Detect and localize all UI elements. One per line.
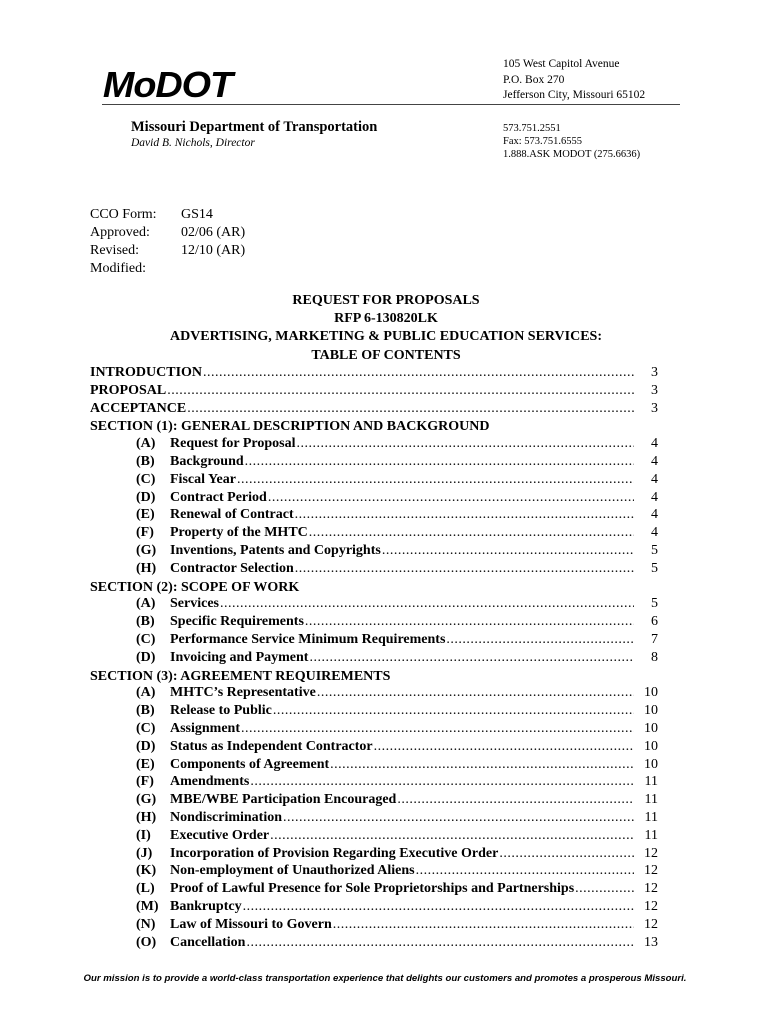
toc-entry-letter: (B) — [136, 453, 155, 469]
toc-page-number: 10 — [644, 703, 658, 719]
toc-entry[interactable] — [90, 632, 658, 650]
toc-dot-leader — [273, 703, 634, 719]
toc-entry[interactable] — [90, 899, 658, 917]
toc-dot-leader — [309, 525, 634, 541]
toc-entry-letter: (C) — [136, 631, 156, 647]
toc-page-number: 12 — [644, 916, 658, 932]
table-of-contents — [90, 365, 658, 952]
toc-entry-letter: (O) — [136, 934, 157, 950]
toc-entry-title: Contractor Selection — [170, 560, 294, 576]
toc-entry[interactable] — [90, 810, 658, 828]
toc-entry[interactable] — [90, 436, 658, 454]
toc-dot-leader — [250, 774, 634, 790]
toc-entry-letter: (D) — [136, 649, 156, 665]
toc-dot-leader — [295, 507, 634, 523]
toc-entry-letter: (N) — [136, 916, 156, 932]
document-title: REQUEST FOR PROPOSALS — [292, 293, 480, 308]
toc-entry-title: Property of the MHTC — [170, 525, 308, 541]
toc-entry-title: Services — [170, 596, 219, 612]
toc-entry[interactable] — [90, 472, 658, 490]
toc-entry-letter: (A) — [136, 436, 156, 452]
toll-free-number: 1.888.ASK MODOT (275.6636) — [503, 149, 641, 160]
toc-entry[interactable] — [90, 917, 658, 935]
toc-entry-title: Incorporation of Provision Regarding Executive Order — [170, 845, 499, 861]
form-info-row — [90, 242, 245, 260]
toc-entry[interactable] — [90, 596, 658, 614]
toc-page-number: 6 — [651, 614, 658, 630]
toc-entry[interactable] — [90, 614, 658, 632]
toc-page-number: 11 — [644, 774, 658, 790]
toc-entry-title: Background — [170, 453, 244, 469]
toc-entry-letter: (H) — [136, 809, 157, 825]
toc-entry-letter: (F) — [136, 525, 154, 541]
toc-entry-title: Components of Agreement — [170, 756, 330, 772]
toc-entry[interactable] — [90, 454, 658, 472]
toc-dot-leader — [330, 757, 634, 773]
header-divider — [102, 104, 680, 105]
toc-page-number: 11 — [644, 827, 658, 843]
toc-entry-title: PROPOSAL — [90, 382, 167, 398]
toc-dot-leader — [305, 614, 634, 630]
toc-page-number: 4 — [651, 507, 658, 523]
toc-page-number: 4 — [651, 471, 658, 487]
toc-dot-leader — [268, 490, 634, 506]
toc-page-number: 3 — [651, 400, 658, 416]
toc-entry[interactable] — [90, 401, 658, 419]
phone-number: 573.751.2551 — [503, 123, 561, 134]
toc-dot-leader — [220, 596, 634, 612]
toc-entry-letter: (G) — [136, 792, 157, 808]
toc-entry-title: MBE/WBE Participation Encouraged — [170, 792, 397, 808]
form-info — [90, 206, 245, 278]
toc-dot-leader — [374, 739, 634, 755]
address-line: Jefferson City, Missouri 65102 — [503, 89, 646, 101]
form-info-label: Approved: — [90, 225, 150, 240]
toc-dot-leader — [246, 935, 634, 951]
toc-entry-letter: (B) — [136, 703, 155, 719]
toc-entry-title: Renewal of Contract — [170, 507, 294, 523]
modot-logo: MoDOT — [102, 64, 233, 105]
toc-entry-letter: (A) — [136, 685, 156, 701]
toc-entry[interactable] — [90, 935, 658, 953]
toc-entry[interactable] — [90, 739, 658, 757]
toc-page-number: 12 — [644, 863, 658, 879]
toc-section-heading[interactable]: SECTION (1): GENERAL DESCRIPTION AND BACKGROUND — [90, 419, 490, 435]
toc-page-number: 5 — [651, 560, 658, 576]
toc-entry-title: Nondiscrimination — [170, 809, 283, 825]
toc-entry-letter: (E) — [136, 756, 155, 772]
form-info-value: 12/10 (AR) — [181, 243, 246, 258]
toc-page-number: 13 — [644, 934, 658, 950]
toc-page-number: 10 — [644, 738, 658, 754]
toc-entry[interactable] — [90, 828, 658, 846]
toc-entry-letter: (M) — [136, 898, 159, 914]
toc-entry-title: Non-employment of Unauthorized Aliens — [170, 863, 415, 879]
toc-page-number: 7 — [651, 631, 658, 647]
mailing-address — [503, 57, 645, 104]
toc-entry-title: Status as Independent Contractor — [170, 738, 373, 754]
toc-dot-leader — [575, 881, 634, 897]
toc-title: TABLE OF CONTENTS — [311, 347, 461, 363]
toc-entry[interactable] — [90, 774, 658, 792]
toc-entry[interactable] — [90, 561, 658, 579]
toc-dot-leader — [245, 454, 634, 470]
toc-entry-title: INTRODUCTION — [90, 365, 203, 380]
toc-page-number: 12 — [644, 881, 658, 897]
toc-entry[interactable] — [90, 383, 658, 401]
toc-dot-leader — [317, 685, 634, 701]
toc-entry-letter: (A) — [136, 596, 156, 612]
toc-entry-letter: (J) — [136, 845, 153, 861]
toc-entry-title: Law of Missouri to Govern — [170, 916, 332, 932]
toc-page-number: 5 — [651, 542, 658, 558]
toc-dot-leader — [237, 472, 634, 488]
toc-entry[interactable] — [90, 846, 658, 864]
toc-dot-leader — [309, 650, 634, 666]
form-info-value: 02/06 (AR) — [181, 225, 246, 240]
toc-entry[interactable] — [90, 685, 658, 703]
toc-section-heading[interactable]: SECTION (2): SCOPE OF WORK — [90, 579, 300, 595]
toc-entry-letter: (D) — [136, 738, 156, 754]
toc-entry-title: Inventions, Patents and Copyrights — [170, 542, 381, 558]
mission-statement: Our mission is to provide a world-class transportation experience that delights our customers and promotes a prosperous Missouri. — [83, 973, 687, 984]
toc-entry-title: Contract Period — [170, 489, 267, 505]
form-info-row — [90, 224, 245, 242]
toc-entry-letter: (K) — [136, 863, 157, 879]
toc-entry-title: Specific Requirements — [170, 614, 304, 630]
form-info-row — [90, 260, 245, 278]
document-subject: ADVERTISING, MARKETING & PUBLIC EDUCATION SERVICES: — [169, 329, 603, 345]
toc-entry-title: Release to Public — [170, 703, 272, 719]
toc-dot-leader — [397, 792, 634, 808]
toc-page-number: 3 — [651, 382, 658, 398]
toc-entry[interactable] — [90, 490, 658, 508]
toc-entry-letter: (F) — [136, 774, 154, 790]
toc-entry-letter: (C) — [136, 720, 156, 736]
toc-entry-title: MHTC’s Representative — [170, 685, 316, 701]
toc-entry-letter: (B) — [136, 614, 155, 630]
toc-dot-leader — [203, 365, 634, 381]
toc-page-number: 10 — [644, 720, 658, 736]
toc-entry-letter: (E) — [136, 507, 155, 523]
toc-page-number: 11 — [644, 809, 658, 825]
toc-dot-leader — [270, 828, 634, 844]
toc-entry[interactable] — [90, 525, 658, 543]
toc-page-number: 10 — [644, 685, 658, 701]
form-info-value: GS14 — [181, 207, 213, 222]
toc-entry-letter: (H) — [136, 560, 157, 576]
toc-page-number: 11 — [644, 792, 658, 808]
toc-entry-letter: (D) — [136, 489, 156, 505]
toc-entry-letter: (C) — [136, 471, 156, 487]
document-titles — [90, 292, 682, 365]
toc-entry[interactable] — [90, 863, 658, 881]
toc-entry[interactable] — [90, 650, 658, 668]
toc-entry-title: Performance Service Minimum Requirements — [170, 631, 446, 647]
toc-entry[interactable] — [90, 881, 658, 899]
toc-entry[interactable] — [90, 365, 658, 383]
toc-entry[interactable] — [90, 703, 658, 721]
toc-entry-letter: (I) — [136, 827, 151, 843]
toc-entry[interactable] — [90, 543, 658, 561]
toc-entry-title: Fiscal Year — [170, 471, 236, 487]
toc-entry-letter: (G) — [136, 542, 157, 558]
toc-dot-leader — [382, 543, 634, 559]
toc-dot-leader — [167, 383, 634, 399]
toc-dot-leader — [416, 863, 634, 879]
toc-entry-title: Request for Proposal — [170, 436, 296, 452]
toc-page-number: 10 — [644, 756, 658, 772]
toc-entry[interactable] — [90, 507, 658, 525]
rfp-number: RFP 6-130820LK — [334, 311, 438, 327]
director-name: David B. Nichols, Director — [131, 137, 255, 149]
toc-page-number: 12 — [644, 845, 658, 861]
toc-entry-title: Amendments — [170, 774, 250, 790]
toc-page-number: 5 — [651, 596, 658, 612]
toc-dot-leader — [333, 917, 634, 933]
toc-section-heading[interactable]: SECTION (3): AGREEMENT REQUIREMENTS — [90, 668, 391, 684]
toc-dot-leader — [241, 721, 634, 737]
address-line: 105 West Capitol Avenue — [503, 58, 620, 70]
department-name: Missouri Department of Transportation — [131, 119, 378, 135]
toc-entry[interactable] — [90, 792, 658, 810]
toc-entry[interactable] — [90, 721, 658, 739]
toc-dot-leader — [296, 436, 634, 452]
toc-dot-leader — [295, 561, 634, 577]
toc-entry-title: Cancellation — [170, 934, 246, 950]
toc-page-number: 4 — [651, 453, 658, 469]
toc-entry-title: ACCEPTANCE — [90, 400, 187, 416]
toc-page-number: 12 — [644, 898, 658, 914]
toc-page-number: 4 — [651, 489, 658, 505]
toc-page-number: 4 — [651, 436, 658, 452]
toc-page-number: 4 — [651, 525, 658, 541]
form-info-label: Modified: — [90, 261, 146, 276]
address-line: P.O. Box 270 — [503, 73, 565, 86]
contact-info — [503, 122, 640, 161]
form-info-label: Revised: — [90, 243, 139, 258]
fax-number: Fax: 573.751.6555 — [503, 136, 583, 147]
toc-page-number: 8 — [651, 649, 658, 665]
toc-page-number: 3 — [651, 365, 658, 380]
toc-entry-title: Bankruptcy — [170, 898, 242, 914]
toc-entry-title: Executive Order — [170, 827, 270, 843]
toc-dot-leader — [499, 846, 634, 862]
toc-dot-leader — [446, 632, 634, 648]
toc-dot-leader — [187, 401, 634, 417]
toc-dot-leader — [283, 810, 634, 826]
toc-entry-title: Invoicing and Payment — [170, 649, 309, 665]
form-info-row — [90, 206, 245, 224]
toc-entry[interactable] — [90, 757, 658, 775]
form-info-label: CCO Form: — [90, 207, 157, 222]
toc-entry-letter: (L) — [136, 881, 155, 897]
toc-entry-title: Assignment — [170, 720, 241, 736]
toc-entry-title: Proof of Lawful Presence for Sole Proprietorships and Partnerships — [170, 881, 575, 897]
toc-dot-leader — [243, 899, 634, 915]
